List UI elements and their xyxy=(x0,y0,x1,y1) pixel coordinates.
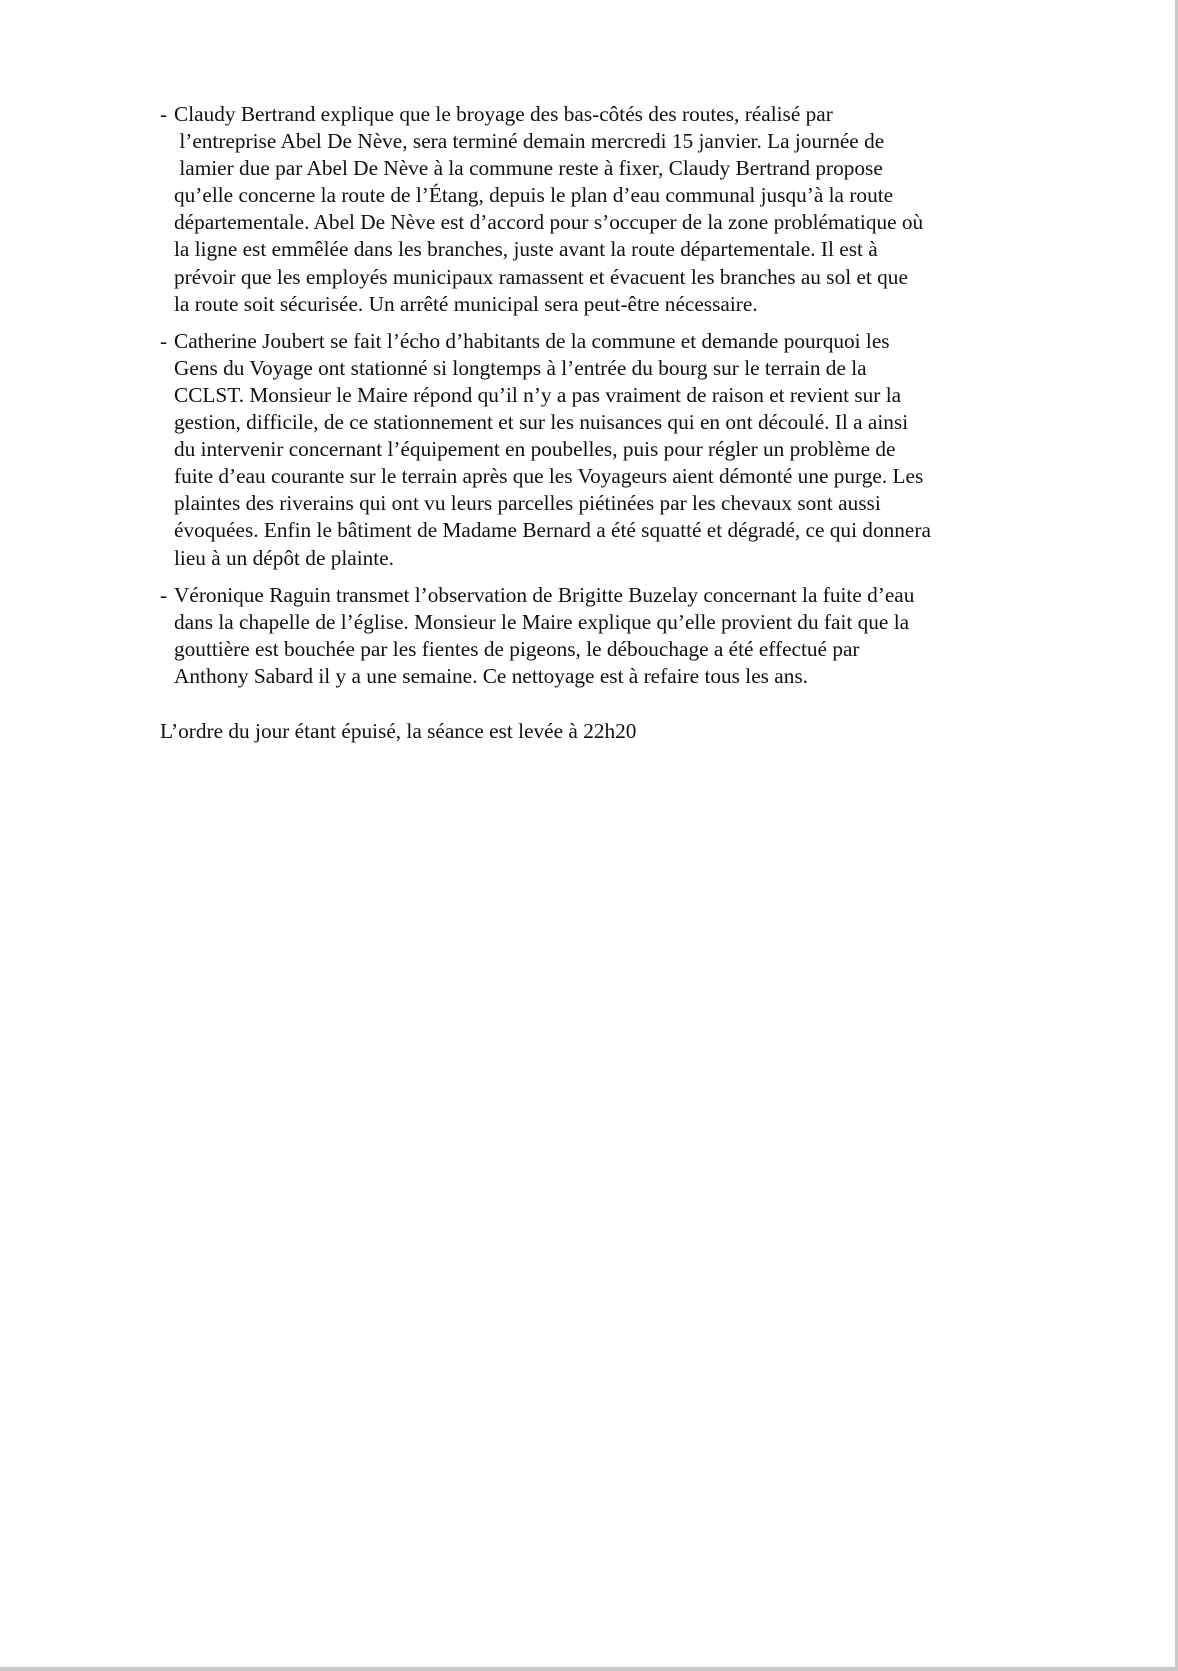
text-line: CCLST. Monsieur le Maire répond qu’il n’y a pas vraiment de raison et revient sur la xyxy=(174,382,902,407)
text-line: Gens du Voyage ont stationné si longtemps à l’entrée du bourg sur le terrain de la xyxy=(174,355,867,380)
document-body xyxy=(160,101,1020,745)
text-line: lieu à un dépôt de plainte. xyxy=(174,545,394,570)
text-line: fuite d’eau courante sur le terrain après que les Voyageurs aient démonté une purge. Les xyxy=(174,464,924,489)
list-item-church-leak xyxy=(160,582,1020,690)
list-item-travellers-parking xyxy=(160,328,1020,572)
text-line: lamier due par Abel De Nève à la commune reste à fixer, Claudy Bertrand propose xyxy=(174,156,883,181)
text-line: évoquées. Enfin le bâtiment de Madame Bernard a été squatté et dégradé, ce qui donnera xyxy=(174,518,931,543)
bullet-dash: - xyxy=(160,328,168,353)
bullet-dash: - xyxy=(160,102,168,126)
text-line: plaintes des riverains qui ont vu leurs parcelles piétinées par les chevaux sont aussi xyxy=(174,491,881,516)
text-line: Anthony Sabard il y a une semaine. Ce nettoyage est à refaire tous les ans. xyxy=(174,663,808,688)
text-line: la ligne est emmêlée dans les branches, juste avant la route départementale. Il est à xyxy=(174,237,878,262)
text-line: Claudy Bertrand explique que le broyage des bas-côtés des routes, réalisé par xyxy=(174,102,833,126)
text-line: départementale. Abel De Nève est d’accord pour s’occuper de la zone problématique où xyxy=(174,210,924,235)
text-line: Véronique Raguin transmet l’observation de Brigitte Buzelay concernant la fuite d’eau xyxy=(174,582,915,607)
text-line: l’entreprise Abel De Nève, sera terminé demain mercredi 15 janvier. La journée de xyxy=(174,129,885,154)
text-line: Catherine Joubert se fait l’écho d’habitants de la commune et demande pourquoi les xyxy=(174,328,890,353)
text-line: la route soit sécurisée. Un arrêté municipal sera peut-être nécessaire. xyxy=(174,291,758,316)
text-line: du intervenir concernant l’équipement en poubelles, puis pour régler un problème de xyxy=(174,437,896,462)
text-line: qu’elle concerne la route de l’Étang, depuis le plan d’eau communal jusqu’à la route xyxy=(174,183,894,208)
text-line: gouttière est bouchée par les fientes de pigeons, le débouchage a été effectué par xyxy=(174,636,860,661)
list-item-road-clearing xyxy=(160,101,1020,318)
text-line: gestion, difficile, de ce stationnement et sur les nuisances qui en ont découlé. Il a ainsi xyxy=(174,410,909,435)
closing-statement: L’ordre du jour étant épuisé, la séance est levée à 22h20 xyxy=(160,718,637,743)
text-line: prévoir que les employés municipaux ramassent et évacuent les branches au sol et que xyxy=(174,264,908,289)
text-line: dans la chapelle de l’église. Monsieur le Maire explique qu’elle provient du fait que la xyxy=(174,609,910,634)
bullet-dash: - xyxy=(160,582,168,607)
